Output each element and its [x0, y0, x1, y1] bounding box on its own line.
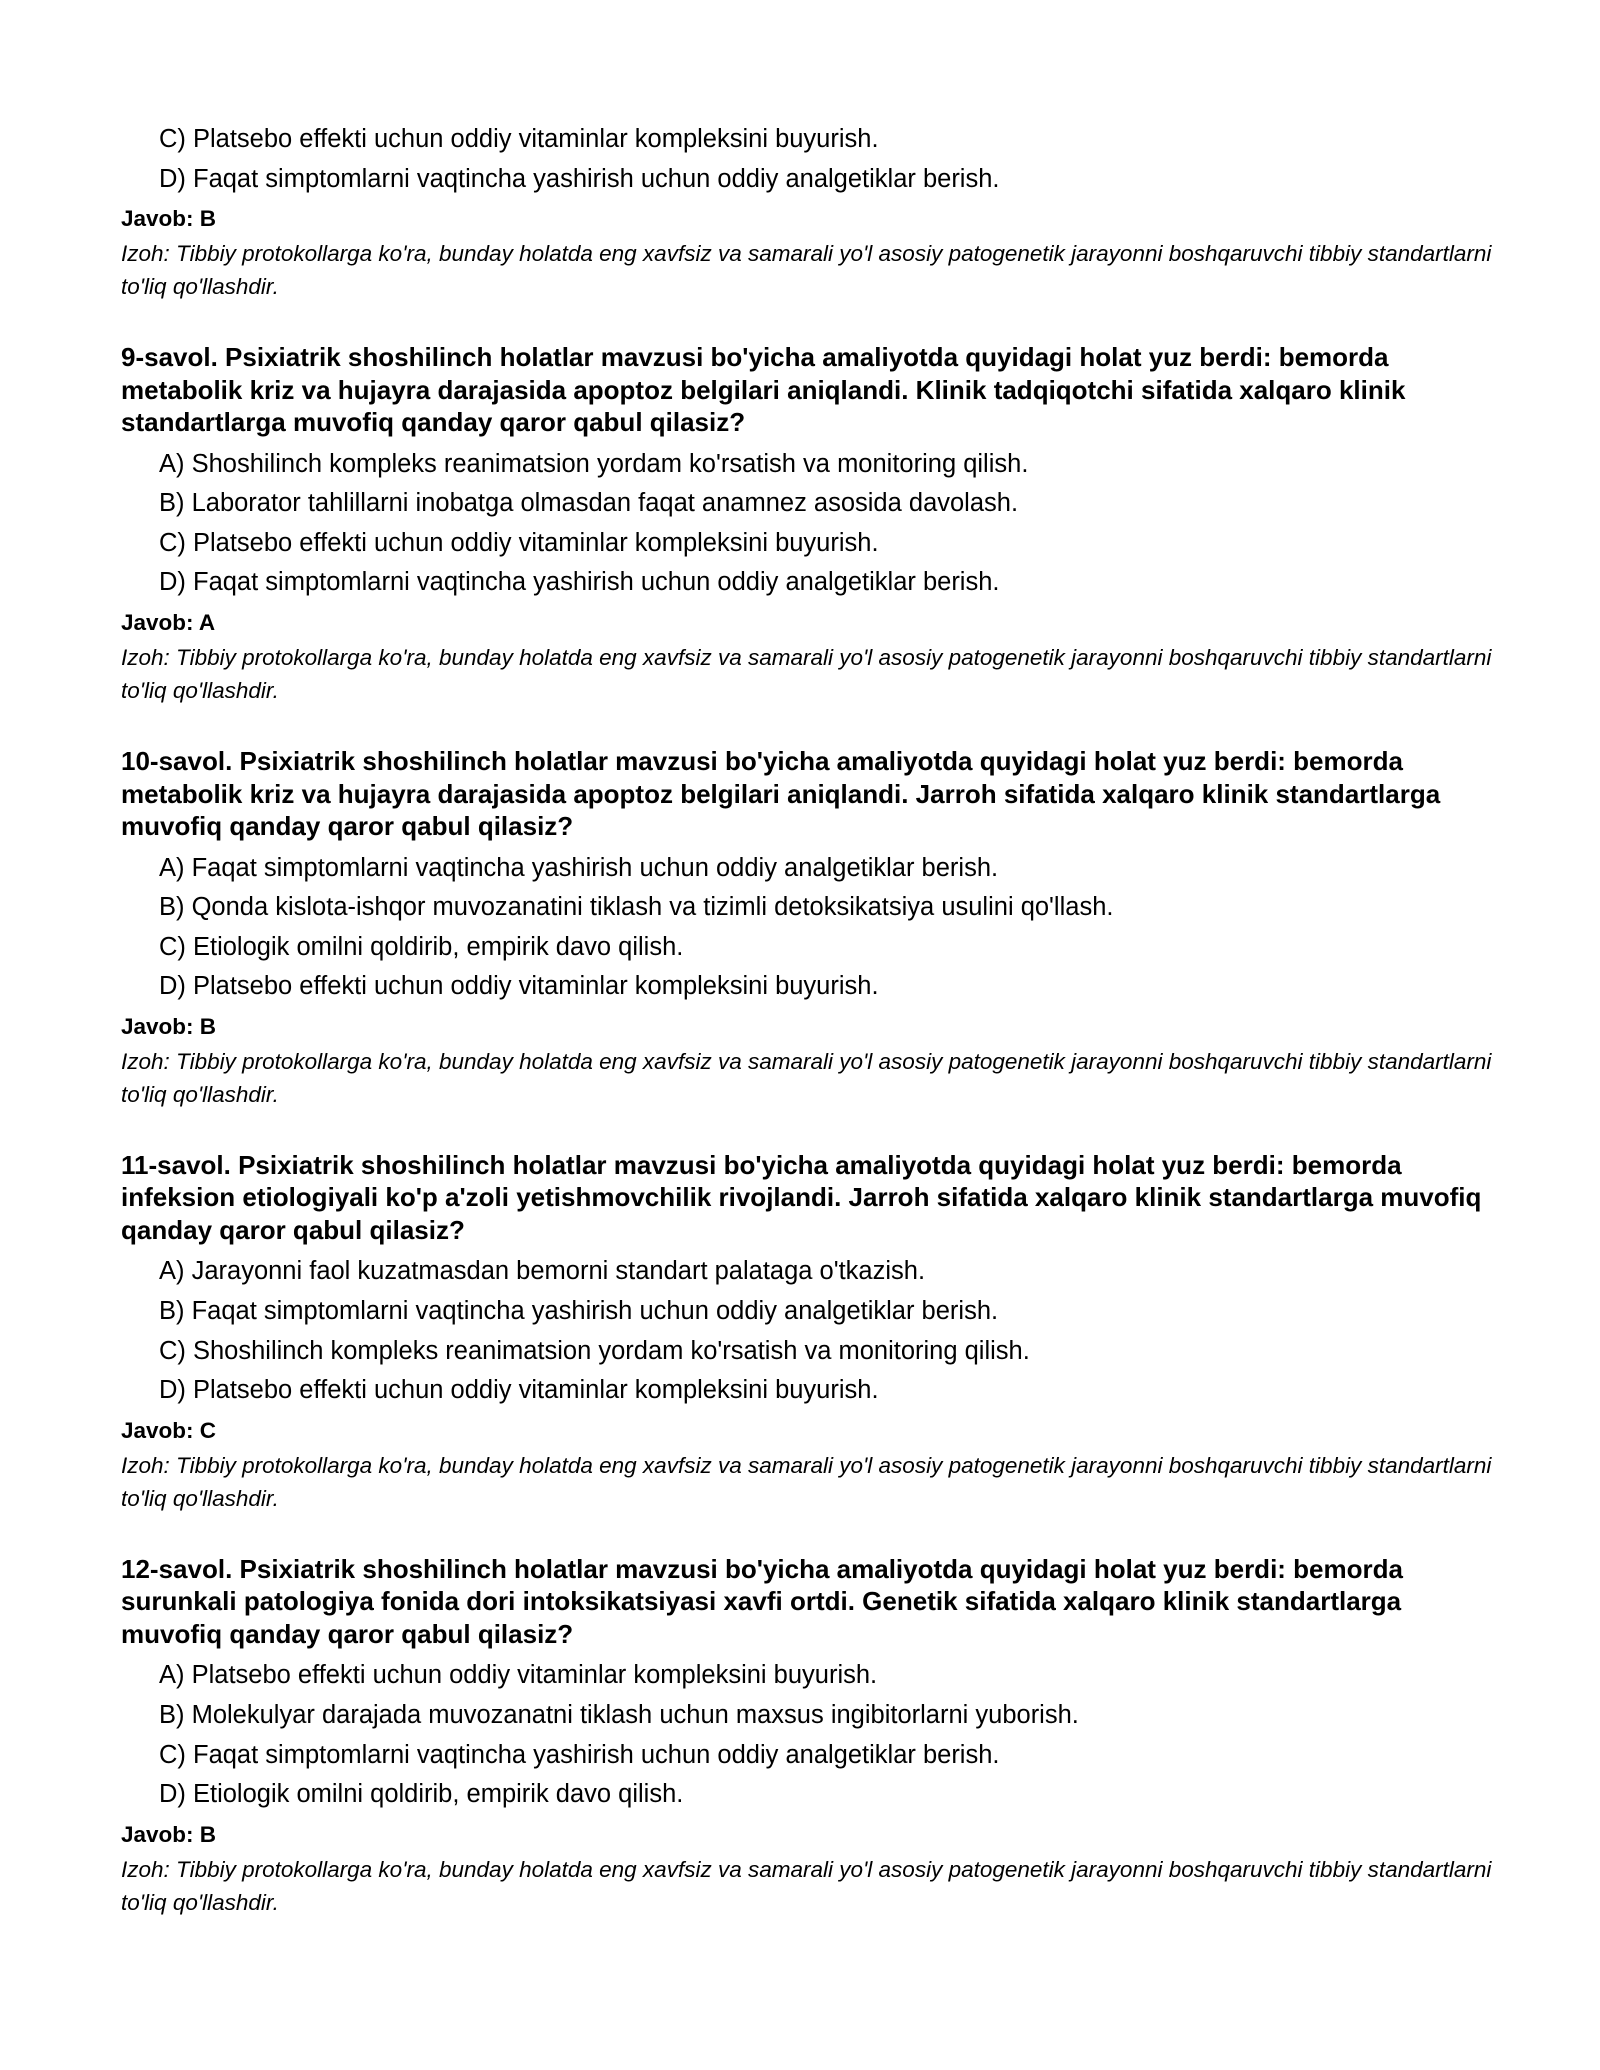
option-c: C) Shoshilinch kompleks reanimatsion yordam ko'rsatish va monitoring qilish.	[159, 1336, 1030, 1365]
option-a: A) Faqat simptomlarni vaqtincha yashirish uchun oddiy analgetiklar berish.	[159, 853, 999, 882]
option-d: D) Platsebo effekti uchun oddiy vitaminlar kompleksini buyurish.	[159, 1376, 879, 1405]
question-text: 12-savol. Psixiatrik shoshilinch holatlar mavzusi bo'yicha amaliyotda quyidagi holat yuz berdi: bemorda surunkali patologiya fonida dori intoksikatsiyasi xavfi ortdi. Genetik sifatida xalqaro klinik standartlarga muvofiq qanday qaror qabul qilasiz?	[121, 1553, 1403, 1649]
question-text: 11-savol. Psixiatrik shoshilinch holatlar mavzusi bo'yicha amaliyotda quyidagi holat yuz berdi: bemorda infeksion etiologiyali ko'p a'zoli yetishmovchilik rivojlandi. Jarroh sifatida xalqaro klinik standartlarga muvofiq qanday qaror qabul qilasiz?	[121, 1149, 1482, 1245]
question-8-partial	[121, 120, 1501, 303]
answer-label: Javob: B	[121, 1013, 217, 1039]
answer-label: Javob: B	[121, 206, 217, 232]
option-b: B) Qonda kislota-ishqor muvozanatini tiklash va tizimli detoksikatsiya usulini qo'llash.	[159, 893, 1114, 922]
question-text: 9-savol. Psixiatrik shoshilinch holatlar mavzusi bo'yicha amaliyotda quyidagi holat yuz berdi: bemorda metabolik kriz va hujayra darajasida apoptoz belgilari aniqlandi. Klinik tadqiqotchi sifatida xalqaro klinik standartlarga muvofiq qanday qaror qabul qilasiz?	[121, 342, 1406, 438]
explanation-note: Izoh: Tibbiy protokollarga ko'ra, bunday holatda eng xavfsiz va samarali yo'l asosiy patogenetik jarayonni boshqaruvchi tibbiy standartlarni to'liq qo'llashdir.	[121, 1048, 1492, 1107]
question-12	[121, 1553, 1501, 1919]
options-list	[121, 1252, 1501, 1410]
option-d: D) Platsebo effekti uchun oddiy vitaminlar kompleksini buyurish.	[159, 972, 879, 1001]
answer-label: Javob: A	[121, 610, 216, 636]
question-11	[121, 1149, 1501, 1515]
answer-label: Javob: B	[121, 1821, 217, 1847]
explanation-note: Izoh: Tibbiy protokollarga ko'ra, bunday holatda eng xavfsiz va samarali yo'l asosiy patogenetik jarayonni boshqaruvchi tibbiy standartlarni to'liq qo'llashdir.	[121, 241, 1492, 300]
option-b: B) Molekulyar darajada muvozanatni tiklash uchun maxsus ingibitorlarni yuborish.	[159, 1700, 1079, 1729]
option-b: B) Laborator tahlillarni inobatga olmasdan faqat anamnez asosida davolash.	[159, 489, 1019, 518]
option-c: C) Platsebo effekti uchun oddiy vitaminlar kompleksini buyurish.	[159, 528, 879, 557]
document-page	[121, 120, 1501, 1919]
explanation-note: Izoh: Tibbiy protokollarga ko'ra, bunday holatda eng xavfsiz va samarali yo'l asosiy patogenetik jarayonni boshqaruvchi tibbiy standartlarni to'liq qo'llashdir.	[121, 1856, 1492, 1915]
option-c: C) Faqat simptomlarni vaqtincha yashirish uchun oddiy analgetiklar berish.	[159, 1740, 1000, 1769]
option-b: B) Faqat simptomlarni vaqtincha yashirish uchun oddiy analgetiklar berish.	[159, 1297, 999, 1326]
option-a: A) Jarayonni faol kuzatmasdan bemorni standart palataga o'tkazish.	[159, 1257, 926, 1286]
question-10	[121, 745, 1501, 1111]
options-list	[121, 849, 1501, 1007]
option-a: A) Shoshilinch kompleks reanimatsion yordam ko'rsatish va monitoring qilish.	[159, 449, 1029, 478]
question-9	[121, 341, 1501, 707]
option-d: D) Etiologik omilni qoldirib, empirik davo qilish.	[159, 1780, 684, 1809]
option-c: C) Platsebo effekti uchun oddiy vitaminlar kompleksini buyurish.	[159, 125, 879, 153]
options-list	[121, 120, 1501, 199]
answer-label: Javob: C	[121, 1417, 217, 1443]
option-a: A) Platsebo effekti uchun oddiy vitaminlar kompleksini buyurish.	[159, 1661, 878, 1690]
options-list	[121, 445, 1501, 603]
explanation-note: Izoh: Tibbiy protokollarga ko'ra, bunday holatda eng xavfsiz va samarali yo'l asosiy patogenetik jarayonni boshqaruvchi tibbiy standartlarni to'liq qo'llashdir.	[121, 645, 1492, 704]
option-c: C) Etiologik omilni qoldirib, empirik davo qilish.	[159, 932, 684, 961]
question-text: 10-savol. Psixiatrik shoshilinch holatlar mavzusi bo'yicha amaliyotda quyidagi holat yuz berdi: bemorda metabolik kriz va hujayra darajasida apoptoz belgilari aniqlandi. Jarroh sifatida xalqaro klinik standartlarga muvofiq qanday qaror qabul qilasiz?	[121, 746, 1441, 842]
explanation-note: Izoh: Tibbiy protokollarga ko'ra, bunday holatda eng xavfsiz va samarali yo'l asosiy patogenetik jarayonni boshqaruvchi tibbiy standartlarni to'liq qo'llashdir.	[121, 1452, 1492, 1511]
option-d: D) Faqat simptomlarni vaqtincha yashirish uchun oddiy analgetiklar berish.	[159, 568, 1000, 597]
options-list	[121, 1656, 1501, 1814]
option-d: D) Faqat simptomlarni vaqtincha yashirish uchun oddiy analgetiklar berish.	[159, 164, 1000, 193]
